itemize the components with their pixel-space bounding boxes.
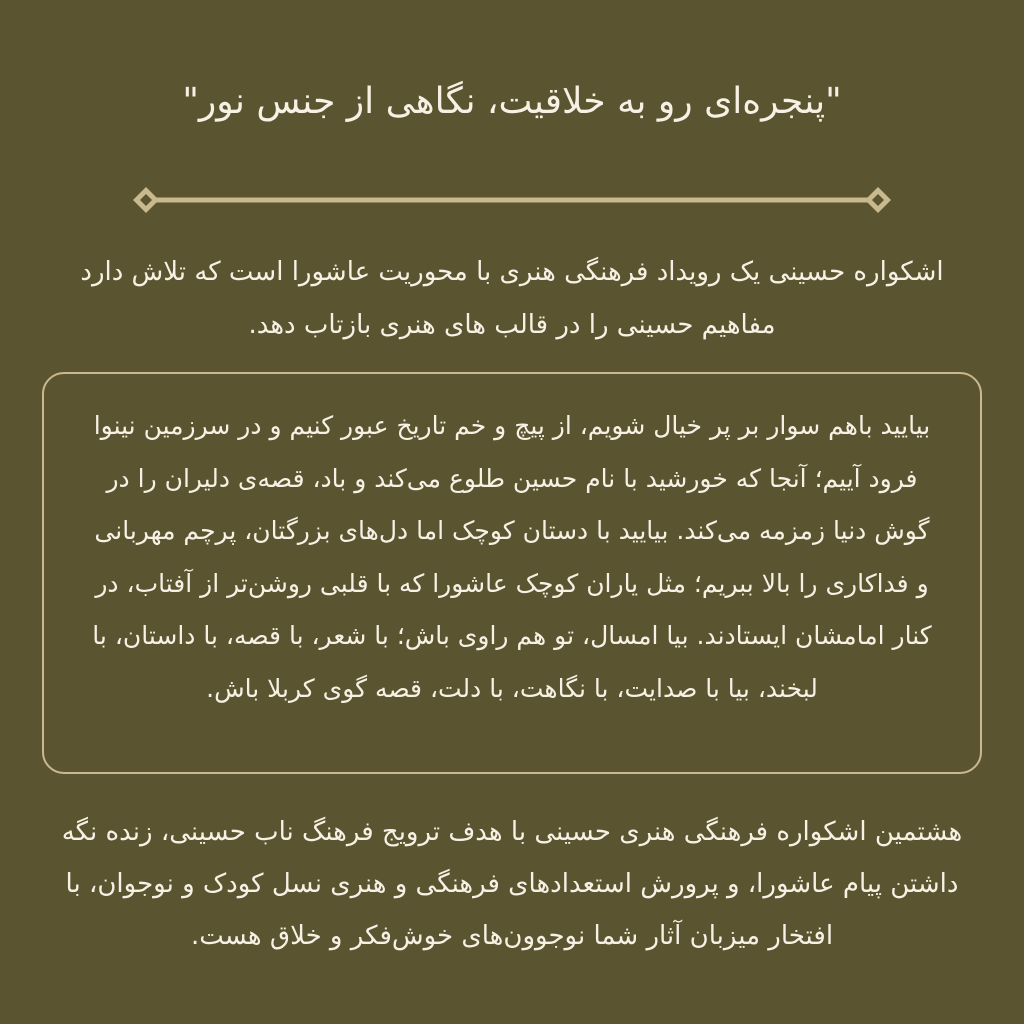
quote-paragraph: بیایید باهم سوار بر پر خیال شویم، از پیچ و خم تاریخ عبور کنیم و در سرزمین نینوا فرود آییم؛ آنجا که خورشید با نام حسین طلوع می‌کند و باد، قصه‌ی دلیران را در گوش دنیا زمزمه می‌کند. بیایید با دستان کوچک اما دل‌های بزرگتان، پرچم مهربانی و فداکاری را بالا ببریم؛ مثل یاران کوچک عاشورا که با قلبی روشن‌تر از آفتاب، در کنار امامشان ایستادند. بیا امسال، تو هم راوی باش؛ با شعر، با قصه، با داستان، با لبخند، بیا با صدایت، با نگاهت، با دلت، قصه گوی کربلا باش.	[92, 411, 932, 703]
closing-paragraph: هشتمین اشکواره فرهنگی هنری حسینی با هدف ترویج فرهنگ ناب حسینی، زنده نگه داشتن پیام عاشورا، و پرورش استعدادهای فرهنگی و هنری نسل کودک و نوجوان، با افتخار میزبان آثار شما نوجوون‌های خوش‌فکر و خلاق هست.	[61, 817, 963, 951]
divider-diamond-right-icon	[865, 187, 891, 213]
intro-paragraph: اشکواره حسینی یک رویداد فرهنگی هنری با محوریت عاشورا است که تلاش دارد مفاهیم حسینی را در قالب های هنری بازتاب دهد.	[80, 257, 944, 340]
ornamental-divider	[120, 184, 904, 216]
divider-diamond-left-icon	[133, 187, 159, 213]
quote-box	[42, 372, 982, 774]
page-title: "پنجره‌ای رو به خلاقیت، نگاهی از جنس نور"	[182, 81, 842, 122]
